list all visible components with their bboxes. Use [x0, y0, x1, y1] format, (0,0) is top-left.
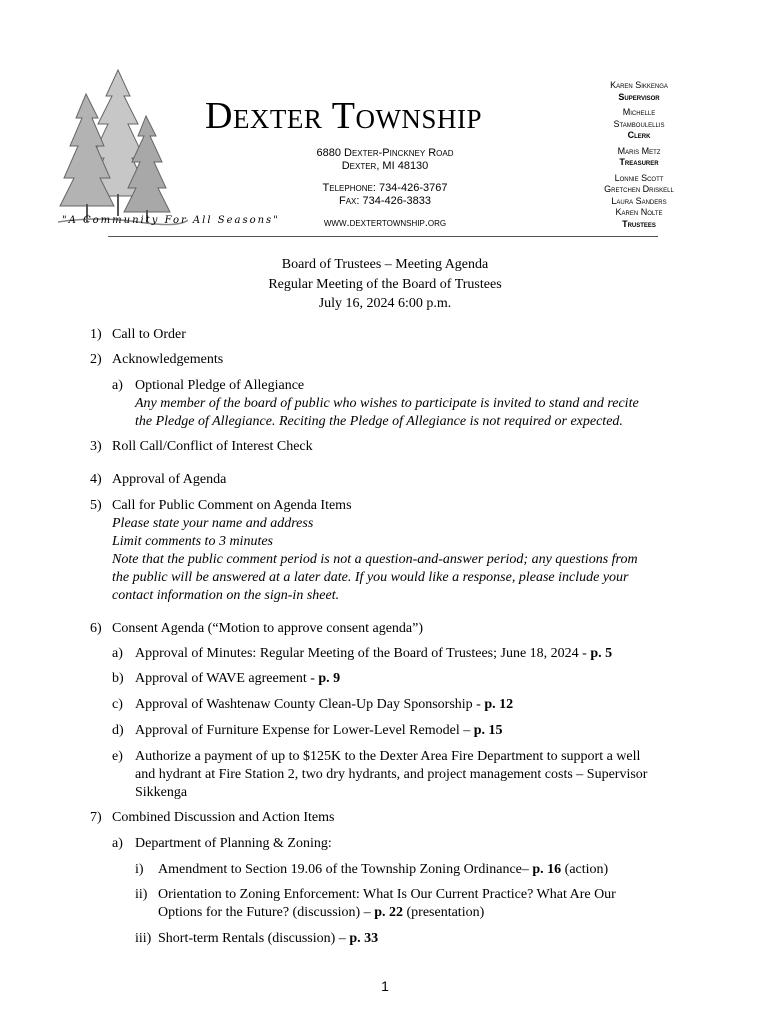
item-number: 3) [90, 439, 102, 454]
address-block [280, 147, 490, 230]
subitem-text: Amendment to Section 19.06 of the Township Zoning Ordinance– [158, 862, 533, 877]
subitem-minutes-approval [135, 645, 612, 663]
meeting-type: Regular Meeting of the Board of Trustees [268, 276, 502, 292]
letterhead [0, 0, 770, 245]
item-number: 5) [90, 498, 102, 513]
subitem-suffix: (action) [561, 862, 609, 877]
city-state-zip: Dexter, MI 48130 [341, 160, 429, 172]
page-reference: p. 16 [532, 862, 562, 877]
street-address: 6880 Dexter-Pinckney Road [316, 147, 454, 159]
subitem-text: Approval of Furniture Expense for Lower-Level Remodel – [135, 723, 474, 738]
trustee-name: Karen Nolte [615, 207, 663, 217]
township-title: Dexter Township [205, 95, 482, 137]
subsubitem-numeral: i) [135, 862, 144, 877]
public-comment-note: contact information on the sign-in sheet. [112, 588, 340, 603]
page-reference: p. 33 [349, 931, 379, 946]
subitem-letter: d) [112, 723, 124, 738]
page-reference: p. 9 [318, 671, 341, 686]
agenda-item-acknowledgements: Acknowledgements [112, 352, 224, 367]
subitem-fire-department-payment: and hydrant at Fire Station 2, two dry hydrants, and project management costs – Supervisor [135, 767, 648, 782]
subitem-text: Approval of Minutes: Regular Meeting of the Board of Trustees; June 18, 2024 - [135, 646, 591, 661]
agenda-item-consent-agenda: Consent Agenda (“Motion to approve consent agenda”) [112, 621, 424, 636]
subitem-pledge: Optional Pledge of Allegiance [135, 378, 305, 393]
agenda-heading [0, 255, 770, 314]
page-number: 1 [381, 978, 389, 994]
public-comment-note: Limit comments to 3 minutes [112, 534, 273, 549]
subitem-text: Approval of WAVE agreement - [135, 671, 319, 686]
pledge-note: Any member of the board of public who wishes to participate is invited to stand and recite [135, 396, 639, 411]
header-divider [108, 236, 658, 237]
subsubitem-zoning-enforcement [158, 904, 484, 922]
item-number: 4) [90, 472, 102, 487]
item-number: 6) [90, 621, 102, 636]
agenda-item-discussion-action: Combined Discussion and Action Items [112, 810, 335, 825]
clerk-name-last: Stamboulellis [613, 118, 665, 129]
trustee-name: Laura Sanders [611, 195, 667, 206]
subitem-planning-zoning: Department of Planning & Zoning: [135, 836, 332, 851]
page-reference: p. 5 [590, 646, 613, 661]
trustees-role: Trustees [622, 218, 656, 229]
agenda-item-roll-call: Roll Call/Conflict of Interest Check [112, 439, 313, 454]
pine-trees-logo-icon [58, 66, 188, 226]
item-number: 1) [90, 327, 102, 342]
subitem-letter: a) [112, 378, 123, 393]
telephone: Telephone: 734-426-3767 [322, 182, 448, 194]
supervisor-name: Karen Sikkenga [610, 80, 668, 90]
agenda-item-call-to-order: Call to Order [112, 327, 186, 342]
item-number: 7) [90, 810, 102, 825]
treasurer-name: Maris Metz [617, 145, 661, 156]
subsubitem-zoning-enforcement: Orientation to Zoning Enforcement: What Is Our Current Practice? What Are Our [158, 887, 616, 902]
public-comment-note: Please state your name and address [112, 516, 314, 531]
website: www.dextertownship.org [323, 217, 447, 229]
officials-list [588, 80, 690, 230]
subsubitem-zoning-amendment [158, 861, 608, 879]
subitem-fire-department-payment: Sikkenga [135, 785, 188, 800]
meeting-date: July 16, 2024 6:00 p.m. [318, 296, 452, 311]
subitem-furniture-expense [135, 722, 503, 740]
subitem-suffix: (presentation) [403, 905, 485, 920]
agenda-item-approval-of-agenda: Approval of Agenda [112, 472, 227, 487]
clerk-name-first: Michelle [622, 107, 656, 117]
subsubitem-numeral: ii) [135, 887, 148, 902]
trustee-name: Lonnie Scott [614, 172, 664, 183]
tagline: "A Community For All Seasons" [62, 215, 280, 226]
agenda-item-public-comment: Call for Public Comment on Agenda Items [112, 498, 352, 513]
subitem-fire-department-payment: Authorize a payment of up to $125K to the Dexter Area Fire Department to support a well [135, 749, 641, 764]
public-comment-note: Note that the public comment period is not a question-and-answer period; any questions from [112, 552, 638, 567]
subsubitem-numeral: iii) [135, 931, 152, 946]
fax: Fax: 734-426-3833 [338, 195, 431, 207]
subitem-letter: a) [112, 646, 123, 661]
supervisor-role: Supervisor [618, 91, 660, 102]
page-reference: p. 22 [374, 905, 403, 920]
subitem-letter: e) [112, 749, 123, 764]
trustee-name: Gretchen Driskell [604, 184, 674, 194]
subitem-letter: a) [112, 836, 123, 851]
page-reference: p. 15 [473, 723, 503, 738]
pledge-note: the Pledge of Allegiance. Reciting the Pledge of Allegiance is not required or expected. [135, 414, 623, 429]
subitem-text: Short-term Rentals (discussion) – [158, 931, 350, 946]
treasurer-role: Treasurer [619, 157, 659, 167]
subitem-text: Options for the Future? (discussion) – [158, 905, 375, 920]
agenda-title: Board of Trustees – Meeting Agenda [281, 257, 489, 272]
item-number: 2) [90, 352, 102, 367]
subitem-letter: b) [112, 671, 124, 686]
subitem-cleanup-sponsorship [135, 696, 513, 714]
subitem-wave-agreement [135, 670, 340, 688]
subitem-text: Approval of Washtenaw County Clean-Up Day Sponsorship - [135, 697, 485, 712]
page-reference: p. 12 [484, 697, 514, 712]
public-comment-note: the public will be answered at a later date. If you would like a response, please include your [112, 570, 629, 585]
subitem-letter: c) [112, 697, 123, 712]
clerk-role: Clerk [627, 130, 651, 140]
subsubitem-short-term-rentals [158, 930, 378, 948]
